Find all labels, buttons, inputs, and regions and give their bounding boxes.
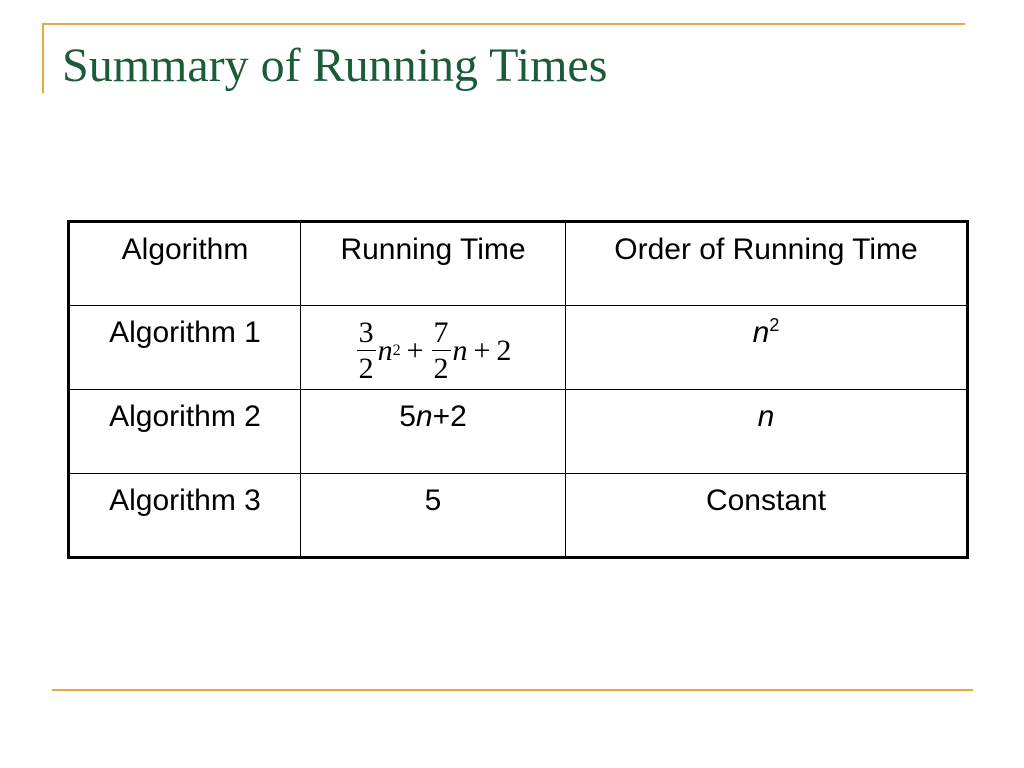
table-header-row bbox=[69, 222, 968, 306]
algorithm-cell: Algorithm 2 bbox=[69, 390, 301, 474]
algorithm-cell: Algorithm 3 bbox=[69, 474, 301, 558]
header-algorithm: Algorithm bbox=[69, 222, 301, 306]
variable: n bbox=[757, 400, 775, 433]
fraction bbox=[432, 318, 451, 384]
top-accent-rule bbox=[42, 23, 965, 25]
algorithm-cell: Algorithm 1 bbox=[69, 306, 301, 390]
left-accent-rule bbox=[42, 23, 44, 93]
coefficient: 5 bbox=[399, 400, 416, 433]
table-row bbox=[69, 390, 968, 474]
order-expression bbox=[753, 316, 780, 350]
fraction-numerator: 3 bbox=[358, 316, 374, 349]
constant-term: 2 bbox=[496, 334, 512, 367]
variable: n bbox=[752, 316, 770, 349]
running-time-formula: $\frac{3}{2}$ n 2 + $\frac{7}{2}$ n + 2 bbox=[358, 316, 512, 385]
expression-rest: +2 bbox=[432, 400, 467, 433]
plus-sign: + bbox=[406, 334, 424, 367]
variable: n bbox=[415, 400, 433, 433]
header-order-of-running-time: Order of Running Time bbox=[566, 222, 968, 306]
fraction-denominator: 2 bbox=[433, 352, 449, 385]
running-time-cell bbox=[301, 306, 566, 390]
slide-title: Summary of Running Times bbox=[62, 39, 608, 92]
fraction-denominator: 2 bbox=[358, 352, 374, 385]
order-cell bbox=[566, 390, 968, 474]
running-time-expression bbox=[399, 400, 467, 434]
fraction-numerator: 7 bbox=[433, 316, 449, 349]
running-time-cell bbox=[301, 390, 566, 474]
variable: n bbox=[377, 334, 393, 367]
running-time-cell: 5 bbox=[301, 474, 566, 558]
variable: n bbox=[452, 334, 468, 367]
running-times-table bbox=[67, 220, 969, 559]
bottom-accent-rule bbox=[52, 689, 973, 691]
table-row bbox=[69, 474, 968, 558]
order-cell: Constant bbox=[566, 474, 968, 558]
order-cell bbox=[566, 306, 968, 390]
exponent: 2 bbox=[769, 315, 780, 335]
header-running-time: Running Time bbox=[301, 222, 566, 306]
fraction bbox=[357, 318, 376, 384]
plus-sign: + bbox=[473, 334, 491, 367]
table-row bbox=[69, 306, 968, 390]
